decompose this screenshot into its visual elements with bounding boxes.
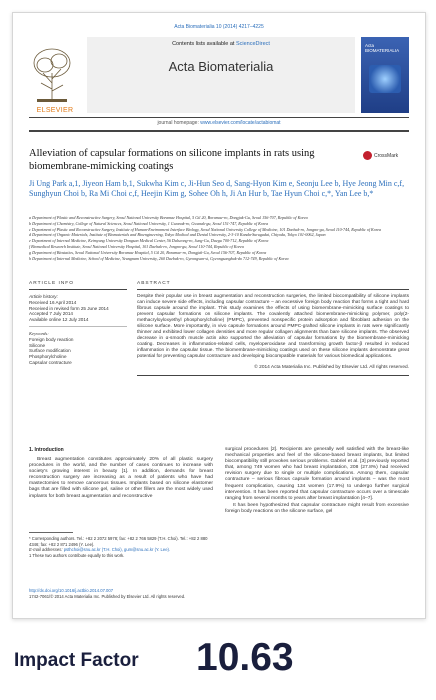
masthead-rule-top: [29, 117, 409, 118]
masthead: [29, 37, 409, 119]
affiliations: [29, 215, 409, 261]
abstract-rule: [137, 289, 409, 290]
history-item: Available online 12 July 2014: [29, 317, 89, 323]
affiliation-item: b Department of Chemistry, College of Natural Sciences, Seoul National University, 1 Gwanak-ro, Gwanak-gu, Seoul 151-747, Republic of Korea: [29, 220, 269, 226]
homepage-link[interactable]: www.elsevier.com/locate/actabiomat: [200, 120, 281, 126]
footnotes: [29, 532, 213, 558]
paper-page: [12, 12, 426, 619]
issn-line: 1742-7061/© 2014 Acta Materialia Inc. Published by Elsevier Ltd. All rights reserved.: [29, 593, 186, 599]
keywords-rule: [29, 326, 127, 327]
abstract-rule-bottom: [137, 375, 409, 376]
email-label: E-mail addresses:: [29, 547, 64, 552]
keywords-label: Keywords:: [29, 330, 49, 336]
article-info-heading: ARTICLE INFO: [29, 281, 74, 286]
impact-factor-value: 10.63: [196, 636, 294, 679]
affiliation-item: g Department of Biostatics, Seoul National University Boramae Hospital, 5 Gil 20, Boramae-ro, Dongjak-Gu, Seoul 156-707, Republic of Korea: [29, 249, 267, 255]
footnote-corresponding: * Corresponding authors. Tel.: +82 2 2072 5978; fax: +82 2 766 5829 (T.H. Choi). Tel.: +82 2 880 4346; fax: +82 2 871 2496 (Y. Lee).: [29, 536, 208, 547]
article-info: [29, 281, 127, 366]
homepage-prefix: journal homepage:: [157, 120, 201, 126]
elsevier-tree-logo: [29, 37, 75, 113]
crossmark-badge[interactable]: [363, 151, 409, 163]
abstract-heading: ABSTRACT: [137, 281, 171, 286]
masthead-center: [87, 37, 355, 113]
affiliation-item: a Department of Plastic and Reconstructive Surgery, Seoul National University Boramae Hospital, 5 Gil 20, Boramae-ro, Dongjak-Gu, Seoul 156-707, Republic of Korea: [29, 215, 308, 220]
keyword-item: Silicone: [29, 342, 46, 348]
article-info-rule: [29, 289, 127, 290]
affiliation-item: f Biomedical Research Institute, Seoul National University Hospital, 101 Daehak-ro, Jongno-gu, Seoul 110-744, Republic of Korea: [29, 243, 244, 249]
sciencedirect-link[interactable]: ScienceDirect: [235, 41, 270, 47]
contents-line: [87, 41, 355, 47]
masthead-rule-bottom: [29, 130, 409, 132]
body-column-right: [225, 447, 409, 516]
keyword-item: Phosphorylcholine: [29, 354, 67, 360]
cover-image: [369, 65, 401, 93]
cover-title: Acta BIOMATERIALIA: [365, 43, 400, 53]
elsevier-wordmark: ELSEVIER: [36, 107, 74, 114]
keyword-item: Foreign body reaction: [29, 336, 74, 342]
abstract-section: [137, 281, 409, 380]
crossmark-label: CrossMark: [374, 152, 399, 159]
crossmark-icon: [363, 151, 372, 160]
article-title: Alleviation of capsular formations on silicone implants in rats using biomembrane-mimicking coatings: [29, 148, 315, 172]
abstract-text: Despite their popular use in breast augmentation and reconstruction surgeries, the limited biocompatibility of silicone implants can induce severe side effects, including capsular contracture – an excessive foreign body reaction that forms a tight and hard fibrous capsule around the implant. This study examines the effects of using biomembrane-mimicking surface coatings to prevent capsular formations on silicone implants. The covalently attached biomembrane-mimicking polymer, poly(2-methacryloyloxyethyl phosphorylcholine) (PMPC), prevented nonspecific protein adsorption and fibroblast adhesion on the silicone surface. More importantly, in vivo capsule formations around PMPC-grafted silicone implants in rats were significantly thinner and exhibited lower collagen densities and more regular collagen alignments than bare silicone implants. The observed decrease in α-smooth muscle actin also supported the alleviation of capsular formations by the biomembrane-mimicking coating. Decreases in inflammation-related cells, myeloperoxidase and transforming growth factor-β resulted in reduced inflammation in the capsular tissue. The biomembrane-mimicking coatings used on these silicone implants demonstrate great potential for preventing capsular contracture and developing biocompatible materials for various biomedical applications.: [137, 294, 409, 360]
keyword-item: Capsular contracture: [29, 359, 72, 365]
impact-factor-label: Impact Factor: [14, 650, 139, 671]
doi-link[interactable]: http://dx.doi.org/10.1016/j.actbio.2014.07.007: [29, 588, 114, 593]
footnote-equal: 1 These two authors contribute equally to this work.: [29, 552, 125, 558]
history-item: Accepted 7 July 2014: [29, 311, 73, 317]
section-heading: 1. Introduction: [29, 447, 64, 453]
contents-prefix: Contents lists available at: [172, 41, 236, 47]
affiliation-item: d Department of Organic Materials, Institute of Biomaterials and Bioengineering, Tokyo Medical and Dental University, 2-3-10 Kanda-Surugadai, Chiyoda, Tokyo 101-0062, Japan: [29, 232, 326, 238]
affiliation-item: h Department of Internal Medicine, School of Medicine, Yeungnam University, 260 Daebak-ro, Gyeongsan-si, Gyeongsangbuk-do 712-749, Republic of Korea: [29, 255, 289, 261]
journal-citation[interactable]: Acta Biomaterialia 10 (2014) 4217–4225: [174, 24, 264, 30]
affiliation-item: e Department of Internal Medicine, Keimyung University Dongsan Medical Center, 56 Dalseong-ro, Jung-Gu, Daegu 700-712, Republic of Korea: [29, 238, 269, 244]
body-paragraph: Breast augmentation constitutes approximately 20% of all plastic surgery procedures in the world, and the number of cases continues to increase with society's growing interest in beauty [1]. In addition, demands for breast reconstruction surgery are increasing as a result of patients who have had mastectomies to remove cancerous tissues. Implants based on silicone elastomer bags that are filled with silicone gel, saline or other fillers are the most widely used implants for both breast augmentation and reconstructive: [29, 457, 213, 499]
affiliation-item: c Department of Plastic and Reconstructive Surgery, Institute of Human-Environment Interface Biology, Seoul National University College of Medicine, 101 Daehak-ro, Jongno-gu, Seoul 110-744, Republic of Korea: [29, 226, 382, 232]
footnote-rule: [29, 532, 73, 533]
keyword-item: Surface modification: [29, 348, 71, 354]
doi-block: [29, 588, 329, 599]
body-paragraph: It has been hypothesized that capsular contracture might result from excessive foreign body reactions on the silicone surface, gel: [225, 502, 409, 514]
abstract-copyright: © 2014 Acta Materialia Inc. Published by Elsevier Ltd. All rights reserved.: [254, 364, 409, 370]
body-paragraph: surgical procedures [2]. Recipients are generally well satisfied with the breast-like mechanical properties and feel of the silicone-based breast implants, but limited biocompatibility still provokes serious problems. Gabriel et al. [3] previously reported that, among 749 women who had breast implantation, 208 (27.8%) had received revision surgery due to single or multiple complications. Among them, capsular contracture – serious fibrous capsule formation around implants – was the most frequent complication, causing 134 women (17.9%) to undergo further surgical intervention. It has been reported that capsular contracture occurs over a timescale ranging from several months to years after breast implantation [4–7].: [225, 447, 409, 501]
journal-title: Acta Biomaterialia: [168, 59, 274, 74]
history-label: Article history:: [29, 294, 58, 299]
email-links[interactable]: psthchoi@snu.ac.kr (T.H. Choi), gum@snu.ac.kr (Y. Lee).: [63, 547, 171, 552]
journal-homepage: [29, 120, 409, 126]
journal-cover: [361, 37, 409, 113]
history-item: Received 16 April 2014: [29, 299, 77, 305]
author-list[interactable]: Ji Ung Park a,1, Jiyeon Ham b,1, Sukwha Kim c, Ji-Hun Seo d, Sang-Hyon Kim e, Seonju Lee b, Hye Jeong Min c,f, Sunghyun Choi b, Ra Mi Choi c,f, Heejin Kim g, Sohee Oh h, Ji An Hur b, Tae Hyun Choi c,*, Yan Lee b,*: [29, 179, 405, 198]
history-item: Received in revised form 25 June 2014: [29, 305, 109, 311]
body-column-left: [29, 447, 213, 501]
